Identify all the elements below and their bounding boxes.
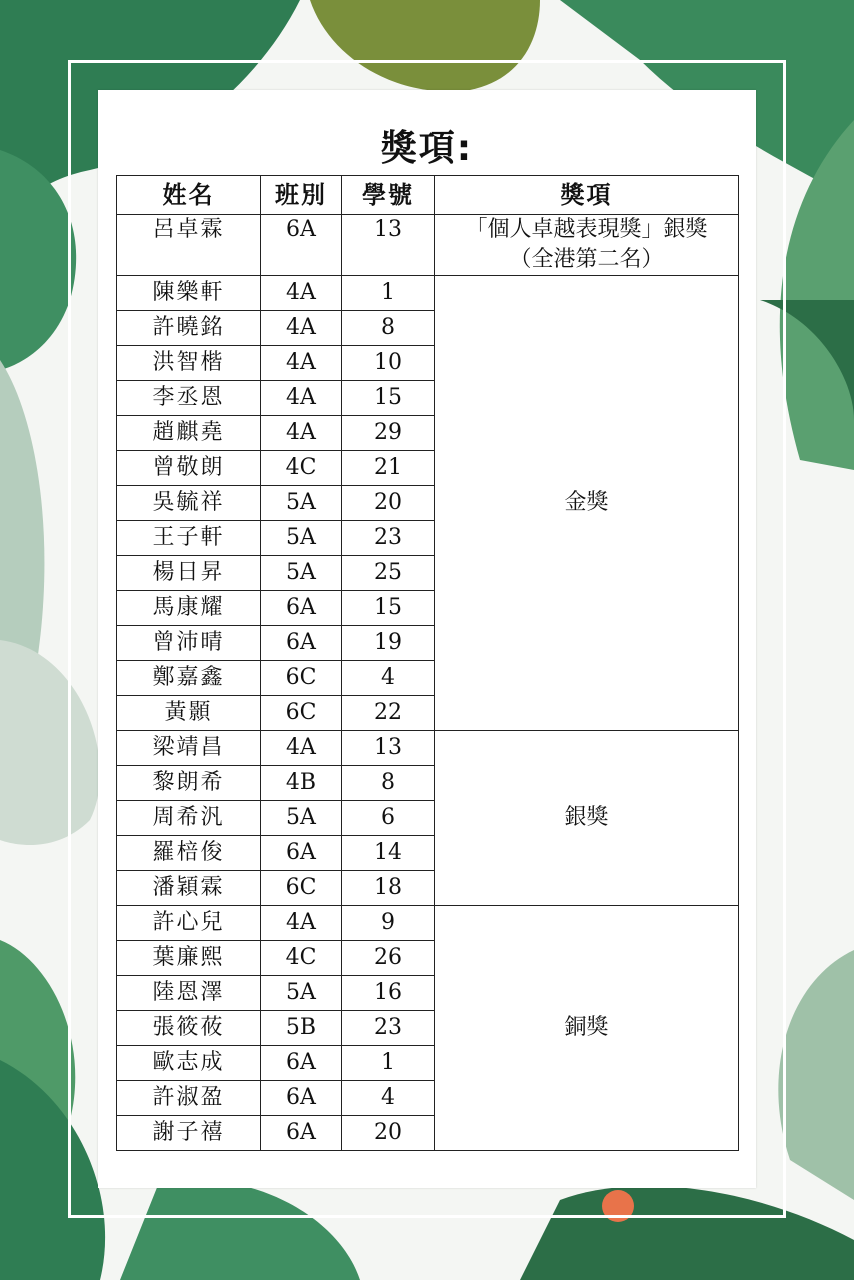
student-name: 黎朗希 [117, 766, 261, 801]
student-class: 4A [261, 731, 342, 766]
student-class: 6A [261, 591, 342, 626]
student-name: 黃顥 [117, 696, 261, 731]
student-number: 29 [342, 416, 435, 451]
student-number: 26 [342, 941, 435, 976]
student-number: 4 [342, 661, 435, 696]
student-class: 4A [261, 381, 342, 416]
student-class: 4A [261, 311, 342, 346]
student-number: 8 [342, 766, 435, 801]
student-class: 6A [261, 1116, 342, 1151]
student-number: 8 [342, 311, 435, 346]
student-name: 歐志成 [117, 1046, 261, 1081]
student-number: 21 [342, 451, 435, 486]
table-row [117, 276, 739, 311]
student-name: 陳樂軒 [117, 276, 261, 311]
student-name: 潘穎霖 [117, 871, 261, 906]
student-number: 23 [342, 521, 435, 556]
student-class: 5A [261, 521, 342, 556]
table-row [117, 731, 739, 766]
header-name: 姓名 [117, 176, 261, 215]
student-name: 羅棓俊 [117, 836, 261, 871]
student-name: 趙麒堯 [117, 416, 261, 451]
header-class: 班別 [261, 176, 342, 215]
awards-table-body [117, 215, 739, 1151]
student-class: 6A [261, 626, 342, 661]
student-name: 曾敬朗 [117, 451, 261, 486]
student-number: 15 [342, 591, 435, 626]
student-number: 16 [342, 976, 435, 1011]
student-name: 周希汎 [117, 801, 261, 836]
student-number: 20 [342, 486, 435, 521]
student-class: 5B [261, 1011, 342, 1046]
student-name: 許心兒 [117, 906, 261, 941]
student-class: 6A [261, 1046, 342, 1081]
student-class: 4C [261, 941, 342, 976]
student-name: 王子軒 [117, 521, 261, 556]
student-class: 4A [261, 276, 342, 311]
student-number: 13 [342, 215, 435, 276]
student-name: 呂卓霖 [117, 215, 261, 276]
award-group-label: 金獎 [435, 276, 739, 731]
award-group-label: 銀獎 [435, 731, 739, 906]
student-class: 6A [261, 215, 342, 276]
student-class: 4A [261, 906, 342, 941]
student-class: 5A [261, 486, 342, 521]
student-number: 25 [342, 556, 435, 591]
student-class: 4A [261, 346, 342, 381]
student-number: 20 [342, 1116, 435, 1151]
student-class: 6A [261, 836, 342, 871]
student-class: 6C [261, 871, 342, 906]
student-class: 6A [261, 1081, 342, 1116]
student-class: 4C [261, 451, 342, 486]
student-class: 6C [261, 696, 342, 731]
student-class: 5A [261, 556, 342, 591]
student-name: 洪智楷 [117, 346, 261, 381]
page-title: 獎項: [380, 128, 474, 169]
student-class: 5A [261, 976, 342, 1011]
student-number: 23 [342, 1011, 435, 1046]
student-name: 李丞恩 [117, 381, 261, 416]
student-name: 許曉銘 [117, 311, 261, 346]
student-name: 馬康耀 [117, 591, 261, 626]
header-number: 學號 [342, 176, 435, 215]
student-name: 吳毓祥 [117, 486, 261, 521]
student-number: 18 [342, 871, 435, 906]
student-number: 1 [342, 1046, 435, 1081]
student-number: 19 [342, 626, 435, 661]
header-award: 獎項 [435, 176, 739, 215]
student-name: 楊日昇 [117, 556, 261, 591]
student-name: 許淑盈 [117, 1081, 261, 1116]
student-number: 22 [342, 696, 435, 731]
student-number: 1 [342, 276, 435, 311]
student-name: 鄭嘉鑫 [117, 661, 261, 696]
table-header-row [117, 176, 739, 215]
student-class: 6C [261, 661, 342, 696]
student-name: 曾沛晴 [117, 626, 261, 661]
student-number: 10 [342, 346, 435, 381]
awards-table [116, 175, 739, 1151]
student-number: 13 [342, 731, 435, 766]
student-class: 4A [261, 416, 342, 451]
student-name: 葉廉熙 [117, 941, 261, 976]
student-number: 6 [342, 801, 435, 836]
award-line-1: 「個人卓越表現獎」銀獎 [465, 217, 708, 242]
award-group-label: 銅獎 [435, 906, 739, 1151]
student-class: 5A [261, 801, 342, 836]
award-cell [435, 215, 739, 276]
award-line-2: （全港第二名） [509, 247, 664, 272]
student-number: 15 [342, 381, 435, 416]
student-number: 14 [342, 836, 435, 871]
table-row [117, 215, 739, 276]
student-name: 陸恩澤 [117, 976, 261, 1011]
student-name: 謝子禧 [117, 1116, 261, 1151]
student-number: 9 [342, 906, 435, 941]
table-row [117, 906, 739, 941]
student-name: 梁靖昌 [117, 731, 261, 766]
student-class: 4B [261, 766, 342, 801]
student-name: 張筱莜 [117, 1011, 261, 1046]
student-number: 4 [342, 1081, 435, 1116]
